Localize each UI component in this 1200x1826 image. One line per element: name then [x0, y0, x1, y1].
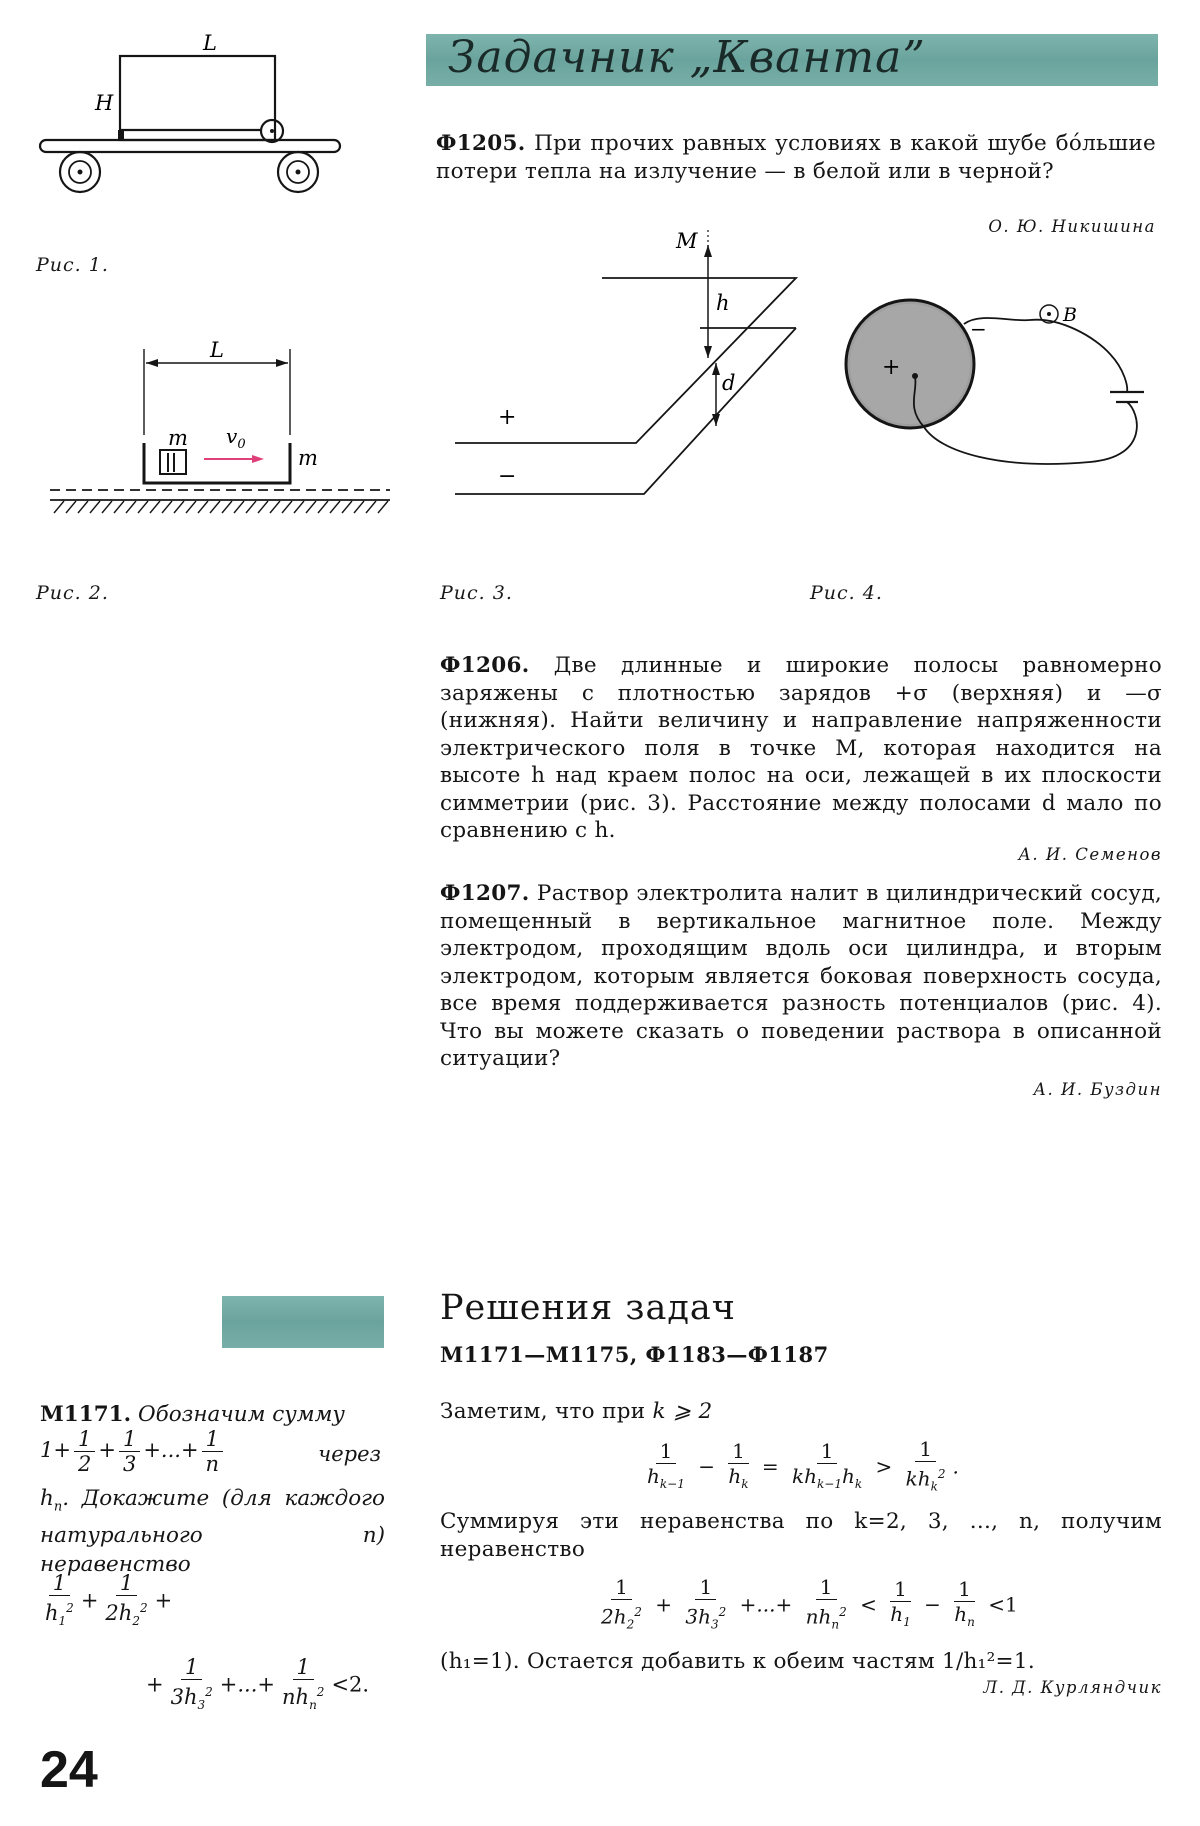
fig3-label-d: d: [722, 371, 736, 395]
fig1-caption: Рис. 1.: [36, 254, 109, 276]
fig4-label-plus: +: [882, 355, 901, 380]
solution-formula-2: $\frac{1}{2h_2^2}$ + $\frac{1}{3h_3^2}$ +...+ $\frac{1}{nh_n^2}$ < $\frac{1}{h_1}$ − $\frac{1}{h_n}$ <1: [601, 1575, 1018, 1632]
fig3-label-plus: +: [498, 405, 517, 430]
author-f1205: О. Ю. Никишина: [988, 217, 1156, 236]
banner-title: Задачник „Кванта”: [448, 32, 926, 83]
fig2-label-v0: $v_0$: [226, 424, 246, 452]
figure-3-strips: [450, 228, 810, 498]
m1171-statement: [40, 1400, 385, 1429]
problem-text: Раствор электролита налит в цилиндрический сосуд, помещенный в вертикальное магнитное поле. Между электродом, проходящим вдоль оси цилиндра, и вторым электродом, которым является боковая поверхность сосуда, все время поддерживается разность потенциалов (рис. 4). Что вы можете сказать о поведении раствора в описанной ситуации?: [440, 881, 1162, 1071]
fig3-caption: Рис. 3.: [440, 582, 513, 604]
author-f1207: А. И. Буздин: [1033, 1080, 1162, 1099]
m1171-text-1: Обозначим сумму: [137, 1402, 345, 1427]
problem-code: Ф1206.: [440, 653, 530, 678]
banner-zadachnik: [426, 34, 1158, 86]
author-f1206: А. И. Семенов: [1018, 845, 1162, 864]
m1171-series: 1+ $\frac{1}{2}$ + $\frac{1}{3}$ +...+ $\frac{1}{n}$ через: [40, 1427, 381, 1476]
fig3-label-h: h: [716, 291, 730, 315]
solutions-subtitle: М1171—М1175, Ф1183—Ф1187: [440, 1342, 829, 1367]
fig4-caption: Рис. 4.: [810, 582, 883, 604]
fig3-label-minus: −: [498, 464, 517, 489]
fig2-caption: Рис. 2.: [36, 582, 109, 604]
problem-f1206: [440, 652, 1162, 845]
fig2-label-m-left: m: [168, 426, 188, 450]
fig4-label-b: B: [1063, 304, 1077, 326]
fig1-label-h: H: [95, 91, 114, 115]
problem-code: Ф1205.: [436, 131, 526, 156]
problem-text: Две длинные и широкие полосы равномерно заряжены с плотностью зарядов +σ (верхняя) и —σ (нижняя). Найти величину и направление напряженности электрического поля в точке M, которая находится на высоте h над краем полос на оси, лежащей в их плоскости симметрии (рис. 3). Расстояние между полосами d мало по сравнению с h.: [440, 653, 1162, 843]
solution-step-3: (h₁=1). Остается добавить к обеим частям 1/h₁²=1.: [440, 1649, 1035, 1674]
solution-step-1: Заметим, что при k ⩾ 2: [440, 1399, 713, 1424]
problem-text: При прочих равных условиях в какой шубе бо́льшие потери тепла на излучение — в белой или в черной?: [436, 131, 1156, 184]
solutions-color-block: [222, 1296, 384, 1348]
fig2-label-l: L: [210, 338, 224, 362]
figure-1-cart: [30, 28, 350, 238]
m1171-statement-2: $h_n$. Докажите (для каждого натурального n) неравенство: [40, 1486, 385, 1578]
problem-code: М1171.: [40, 1402, 132, 1427]
fig1-label-l: L: [203, 31, 217, 55]
author-m1171: Л. Д. Курляндчик: [983, 1678, 1162, 1697]
m1171-inequality-line-1: $\frac{1}{h_1^2}$ + $\frac{1}{2h_2^2}$ +: [45, 1571, 173, 1629]
problem-code: Ф1207.: [440, 881, 530, 906]
page-number: 24: [40, 1741, 98, 1799]
problem-f1207: [440, 880, 1162, 1073]
figure-2-box: [40, 335, 400, 535]
fig3-label-m: M: [676, 229, 698, 253]
problem-f1205: [436, 130, 1156, 185]
figure-4-cylinder: [840, 292, 1170, 482]
fig2-label-m-right: m: [298, 446, 318, 470]
m1171-inequality-line-2: + $\frac{1}{3h_3^2}$ +...+ $\frac{1}{nh_n^2}$ <2.: [146, 1655, 370, 1713]
solutions-title: Решения задач: [440, 1288, 736, 1328]
solution-formula-1: $\frac{1}{h_{k-1}}$ − $\frac{1}{h_k}$ = $\frac{1}{kh_{k-1}h_k}$ > $\frac{1}{kh_k^2}$ .: [647, 1437, 959, 1494]
solution-step-2: Суммируя эти неравенства по k=2, 3, ..., n, получим неравенство: [440, 1509, 1162, 1562]
fig4-label-minus: −: [970, 317, 987, 341]
